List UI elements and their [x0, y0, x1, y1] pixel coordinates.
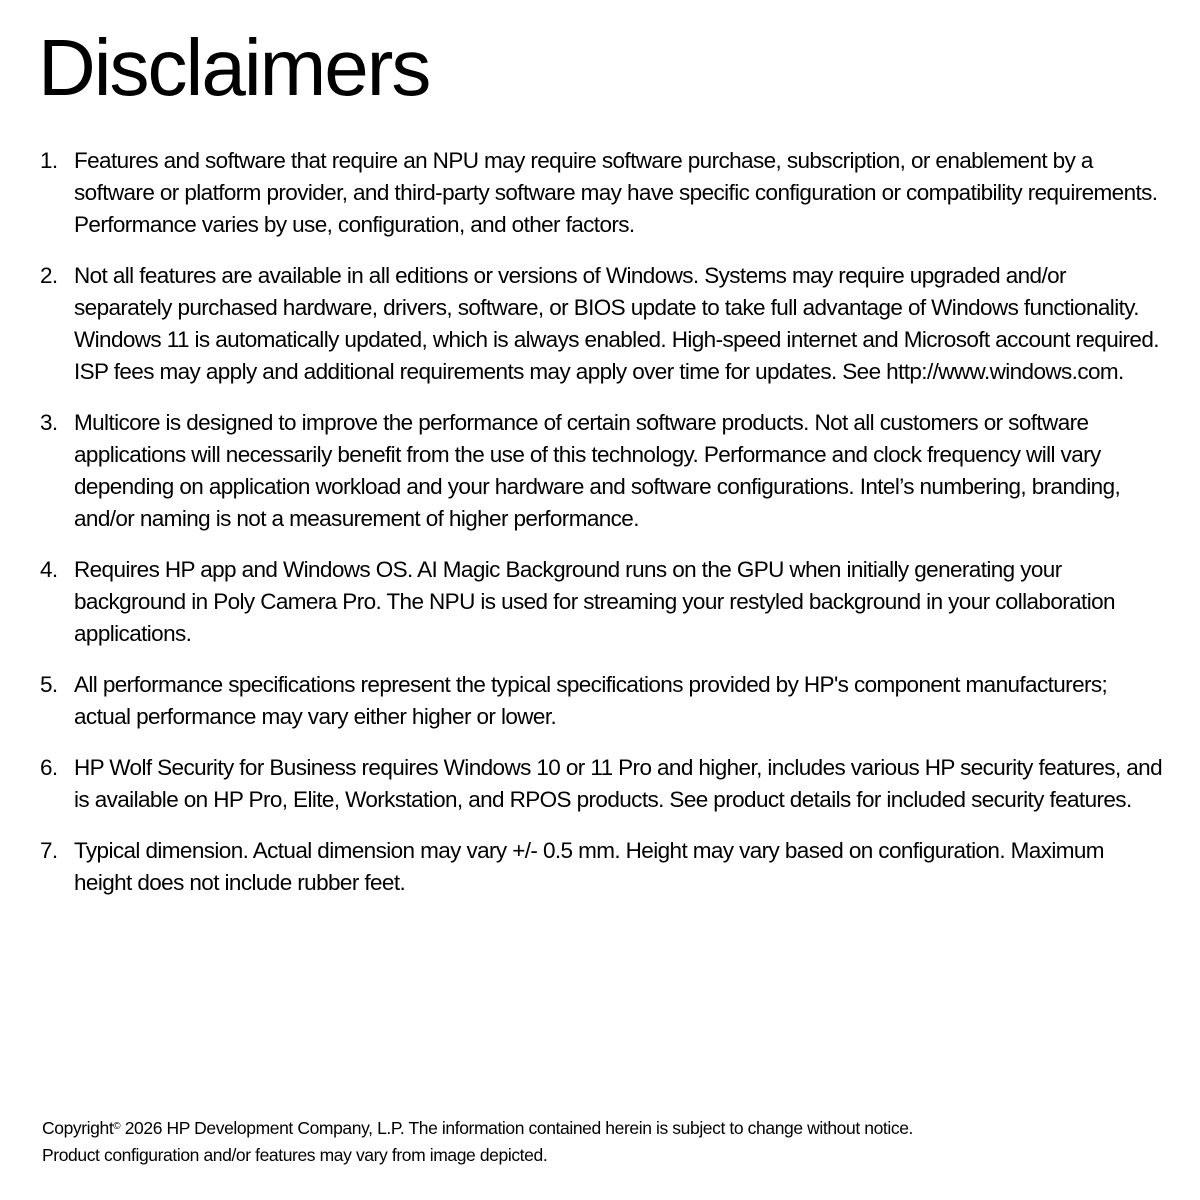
disclaimer-list — [0, 145, 1200, 918]
disclaimer-text: Multicore is designed to improve the performance of certain software products. Not all customers or software applications will necessarily benefit from the use of this technology. Performance and clock frequency will vary depending on application workload and your hardware and software configurations. Intel’s numbering, branding, and/or naming is not a measurement of higher performance. — [74, 410, 1121, 531]
disclaimer-number: 7. — [40, 838, 58, 863]
disclaimer-text: HP Wolf Security for Business requires Windows 10 or 11 Pro and higher, includes various HP security features, and is available on HP Pro, Elite, Workstation, and RPOS products. See product details for included security features. — [74, 755, 1162, 812]
disclaimer-number: 3. — [40, 410, 58, 435]
copyright-prefix: Copyright — [42, 1118, 114, 1138]
copyright-notice — [42, 1115, 1172, 1169]
disclaimer-number: 5. — [40, 672, 58, 697]
copyright-symbol: © — [113, 1121, 121, 1132]
disclaimer-text: Requires HP app and Windows OS. AI Magic Background runs on the GPU when initially generating your background in Poly Camera Pro. The NPU is used for streaming your restyled background in your collaboration applications. — [74, 557, 1115, 646]
copyright-text: 2026 HP Development Company, L.P. The information contained herein is subject to change without notice. — [120, 1118, 914, 1138]
copyright-line-1 — [42, 1115, 1172, 1142]
disclaimer-item — [0, 145, 1200, 241]
disclaimer-number: 2. — [40, 263, 58, 288]
disclaimer-item — [0, 260, 1200, 388]
disclaimer-item — [0, 752, 1200, 816]
disclaimer-text: Not all features are available in all editions or versions of Windows. Systems may require upgraded and/or separately purchased hardware, drivers, software, or BIOS update to take full advantage of Windows functionality. Windows 11 is automatically updated, which is always enabled. High-speed internet and Microsoft account required. ISP fees may apply and additional requirements may apply over time for updates. See http://www.windows.com. — [74, 263, 1159, 384]
disclaimer-item — [0, 669, 1200, 733]
disclaimer-item — [0, 554, 1200, 650]
disclaimer-number: 1. — [40, 148, 58, 173]
disclaimer-text: Features and software that require an NPU may require software purchase, subscription, or enablement by a software or platform provider, and third-party software may have specific configuration or compatibility requirements. Performance varies by use, configuration, and other factors. — [74, 148, 1158, 237]
disclaimer-item — [0, 835, 1200, 899]
page-title: Disclaimers — [38, 23, 430, 112]
copyright-line-2: Product configuration and/or features may vary from image depicted. — [42, 1145, 548, 1165]
disclaimer-text: All performance specifications represent the typical specifications provided by HP's component manufacturers; actual performance may vary either higher or lower. — [74, 672, 1108, 729]
disclaimer-item — [0, 407, 1200, 535]
disclaimer-number: 6. — [40, 755, 58, 780]
disclaimer-text: Typical dimension. Actual dimension may vary +/- 0.5 mm. Height may vary based on configuration. Maximum height does not include rubber feet. — [74, 838, 1104, 895]
disclaimer-number: 4. — [40, 557, 58, 582]
